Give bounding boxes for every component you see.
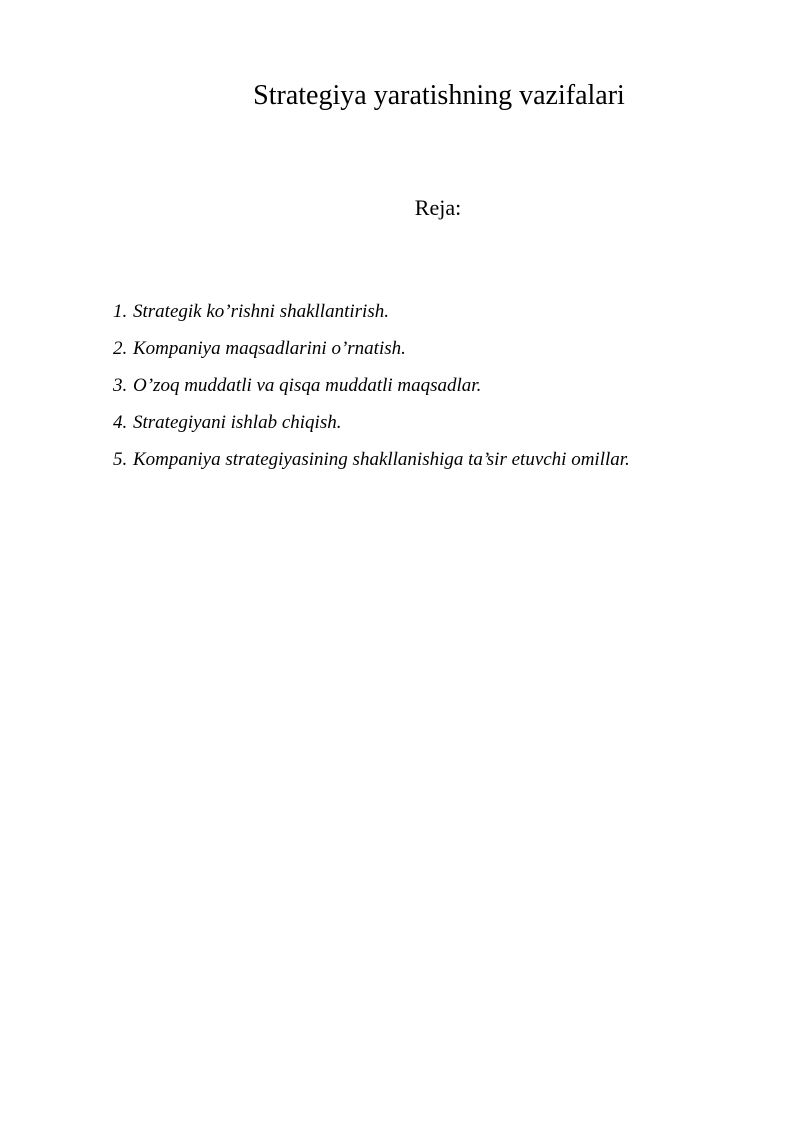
plan-item xyxy=(113,367,773,404)
plan-item-number: 4. xyxy=(113,412,128,433)
plan-item-number: 5. xyxy=(113,449,128,470)
plan-item-number: 3. xyxy=(113,375,128,396)
plan-heading: Reja: xyxy=(414,195,462,220)
plan-item-text: Kompaniya strategiyasining shakllanishiga ta’sir etuvchi omillar. xyxy=(133,449,630,470)
plan-item xyxy=(113,330,773,367)
plan-list xyxy=(113,293,773,478)
document-title: Strategiya yaratishning vazifalari xyxy=(253,80,625,111)
plan-item xyxy=(113,404,773,441)
plan-item-text: O’zoq muddatli va qisqa muddatli maqsadlar. xyxy=(133,375,482,396)
plan-item-text: Strategik ko’rishni shakllantirish. xyxy=(133,301,389,322)
plan-item-number: 2. xyxy=(113,338,128,359)
plan-item-text: Strategiyani ishlab chiqish. xyxy=(133,412,342,433)
plan-item-number: 1. xyxy=(113,301,128,322)
plan-item-text: Kompaniya maqsadlarini o’rnatish. xyxy=(133,338,406,359)
plan-item xyxy=(113,293,773,330)
plan-item xyxy=(113,441,773,478)
